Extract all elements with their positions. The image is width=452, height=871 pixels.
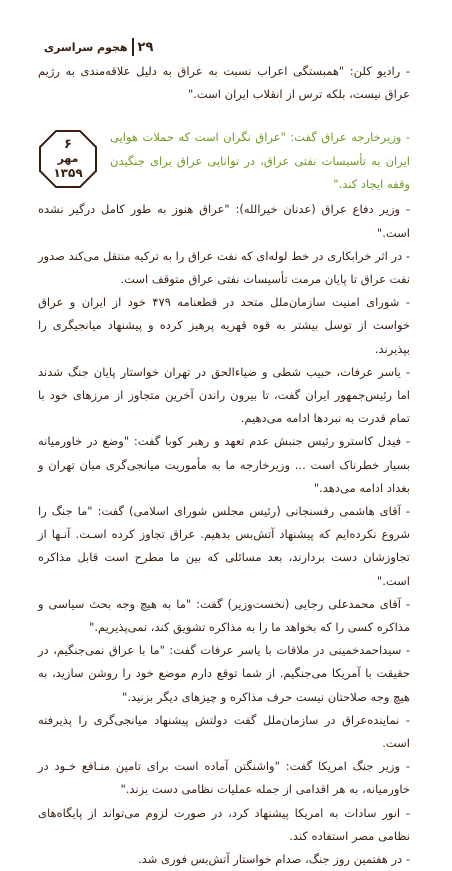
news-paragraph: - نماینده‌عراق در سازمان‌ملل گفت دولتش پیشنهاد میانجی‌گری را پذیرفته است. (38, 712, 410, 751)
news-paragraph: - انور سادات به امریکا پیشنهاد کرد، در صورت لزوم می‌تواند از پایگاه‌های نظامی مصر استفاده کند. (38, 805, 410, 843)
intro-paragraph: - رادیو کلن: "همبستگی اعراب نسبت به عراق به دلیل علاقه‌مندی به رژیم عراق نیست، بلکه ترس از انقلاب ایران است." (38, 64, 410, 102)
news-paragraph: - فیدل کاسترو رئیس جنبش عدم تعهد و رهبر کوبا گفت: "وضع در خاورمیانه بسیار خطرناک است ... وزیرخارجه ما به مأموریت میانجی‌گری میان تهران و بغداد ادامه می‌دهد." (38, 434, 410, 495)
date-month: مهر (57, 152, 79, 166)
news-paragraph: - سیداحمدخمینی در ملاقات با یاسر عرفات گفت: "ما با عراق نمی‌جنگیم، در حقیقت با آمریکا می‌جنگیم. از شما توقع دارم موضع خود را روشن سازید، به هیچ وجه صلاحتان نیست حرف مذاکره و چیزهای دیگر بزنید." (38, 643, 410, 704)
news-paragraph: - شورای امنیت سازمان‌ملل متحد در قطعنامه ۴۷۹ خود از ایران و عراق خواست از توسل بیشتر به قوه قهریه پرهیز کرده و پیشنهاد میانجیگری را بپذیرند. (38, 295, 410, 356)
news-paragraph: - یاسر عرفات، حبیب شطی و ضیاءالحق در تهران خواستار پایان جنگ شدند اما رئیس‌جمهور ایران گفت، تا بیرون راندن آخرین متجاوز از مرزهای خود با تمام قدرت به نبردها ادامه می‌دهیم. (38, 364, 410, 426)
highlight-paragraph: - وزیرخارجه عراق گفت: "عراق نگران است که حملات هوایی ایران به تأسیسات نفتی عراق، در توانایی عراق برای جنگیدن وقفه ایجاد کند." (110, 130, 410, 191)
news-paragraph: - وزیر دفاع عراق (عدنان خیرالله): "عراق هنوز به طور کامل درگیر نشده است." (38, 202, 410, 240)
main-text (38, 60, 410, 871)
paragraph-list (38, 198, 410, 871)
page-header (40, 38, 159, 56)
news-paragraph: - آقای محمدعلی رجایی (نخست‌وزیر) گفت: "ما به هیچ وجه بحث سیاسی و مذاکره کسی را که بخواهد ما را به مذاکره تشویق کند، نمی‌پذیریم." (38, 596, 410, 635)
news-paragraph: - وزیر جنگ امریکا گفت: "واشنگتن آماده است برای تامین منـافع خـود در خاورمیانه، به هر اقدامی از جمله عملیات نظامی دست بزند." (38, 759, 410, 797)
news-paragraph: - آقای هاشمی رفسنجانی (رئیس مجلس شورای اسلامی) گفت: "ما جنگ را شروع نکرده‌ایم که پیشنهاد آتش‌بس بدهیم. عراق تجاوز کرده اسـت. آنـها از تجاوزشان دست بردارند، بعد مسائلی که بین ما مطرح است قابل مذاکره است." (38, 504, 410, 588)
header-divider (132, 38, 134, 56)
news-paragraph: - در اثر خرابکاری در خط لوله‌ای که نفت عراق را به ترکیه منتقل می‌کند صدور نفت عراق تا پایان مرمت تأسیسات نفتی عراق متوقف است. (38, 248, 410, 287)
date-day: ۶ (64, 137, 72, 153)
news-paragraph: - در هفتمین روز جنگ، صدام خواستار آتش‌بس فوری شد. (138, 852, 410, 867)
running-title: هجوم سراسری (44, 40, 128, 54)
date-badge (38, 129, 98, 189)
section-gap (38, 106, 410, 126)
date-section (38, 126, 410, 198)
page-number: ۲۹ (137, 39, 154, 55)
date-year: ۱۳۵۹ (53, 166, 83, 181)
